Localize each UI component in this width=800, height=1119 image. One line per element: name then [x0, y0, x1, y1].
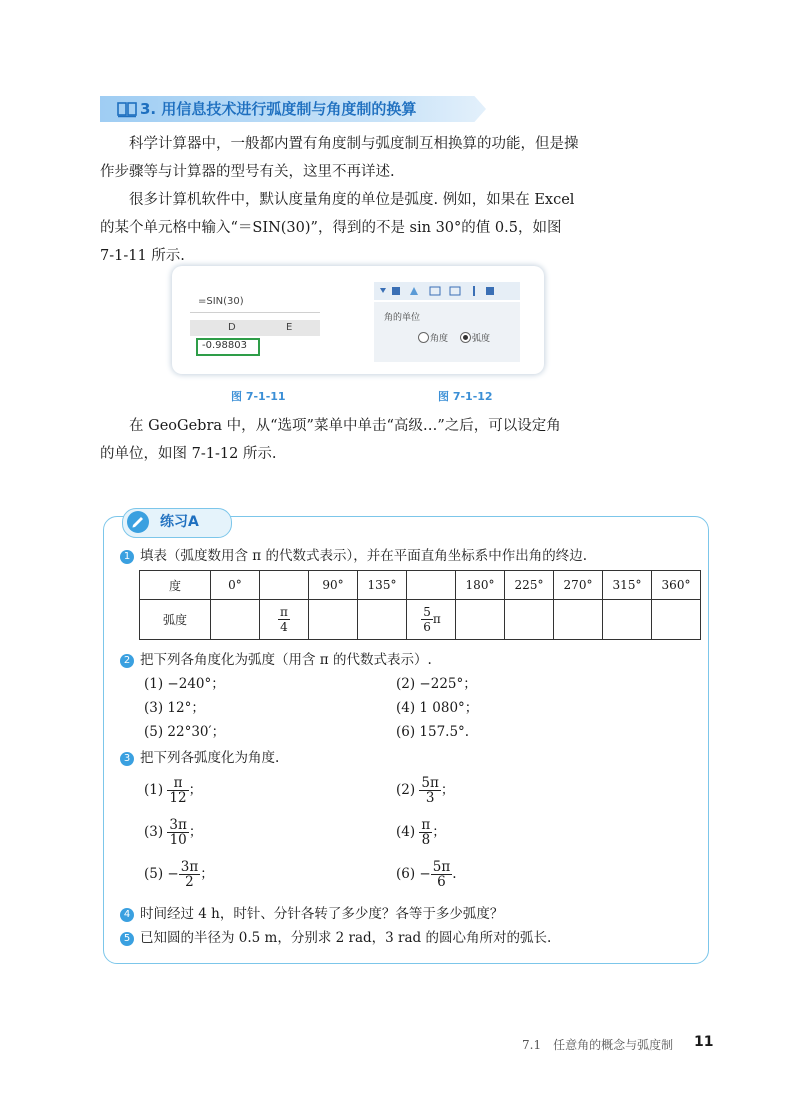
q3-item-sign: − — [419, 866, 431, 882]
q2-item-4: (4) 1 080°； — [396, 700, 479, 716]
fraction-denominator: 3 — [425, 790, 435, 806]
paragraph-1-line-2: 作步骤等与计算器的型号有关，这里不再详述. — [100, 164, 395, 180]
fraction-denominator: 6 — [423, 620, 431, 634]
q3-item-end: ； — [440, 782, 455, 798]
radio-degree[interactable] — [418, 332, 429, 343]
q3-item-label: (3) — [144, 824, 164, 840]
table-cell — [505, 600, 554, 640]
radio-degree-label: 角度 — [430, 334, 449, 344]
table-cell: 0° — [211, 571, 260, 600]
table-cell — [358, 600, 407, 640]
q2-item-6: (6) 157.5°. — [396, 724, 470, 740]
table-cell — [652, 600, 701, 640]
paragraph-3-line-2: 的单位，如图 7-1-12 所示. — [100, 446, 277, 462]
table-row-radians — [140, 600, 701, 640]
table-cell: 90° — [309, 571, 358, 600]
fraction-denominator: 12 — [169, 790, 187, 806]
q3-item-4 — [396, 818, 446, 847]
radio-radian-label: 弧度 — [472, 334, 491, 344]
question-4-number: 4 — [120, 908, 134, 922]
question-1 — [120, 546, 587, 566]
book-icon — [116, 100, 138, 118]
q3-item-label: (2) — [396, 782, 416, 798]
fraction-denominator: 2 — [185, 874, 194, 890]
q3-item-end: ； — [200, 866, 214, 882]
q3-item-end: . — [452, 866, 457, 882]
exercise-title: 练习A — [160, 514, 199, 530]
paragraph-1-line-1: 科学计算器中，一般都内置有角度制与弧度制互相换算的功能，但是操 — [129, 136, 579, 152]
question-3-number: 3 — [120, 752, 134, 766]
table-cell — [309, 600, 358, 640]
fraction-denominator: 4 — [280, 620, 288, 634]
q3-item-end: ； — [432, 824, 446, 840]
table-cell: 225° — [505, 571, 554, 600]
table-cell: 270° — [554, 571, 603, 600]
footer-chapter: 7.1 任意角的概念与弧度制 — [522, 1038, 674, 1052]
q3-item-end: ； — [188, 782, 203, 798]
question-3 — [120, 748, 279, 768]
table-cell — [554, 600, 603, 640]
question-1-text: 填表（弧度数用含 π 的代数式表示），并在平面直角坐标系中作出角的终边. — [140, 548, 587, 564]
question-5-number: 5 — [120, 932, 134, 946]
radio-radian[interactable] — [460, 332, 471, 343]
fraction-denominator: 8 — [421, 832, 431, 848]
table-cell: 135° — [358, 571, 407, 600]
paragraph-2-line-3: 7-1-11 所示. — [100, 248, 185, 264]
fraction-numerator: 3π — [169, 817, 187, 833]
question-2 — [120, 650, 432, 670]
fraction-numerator: π — [167, 776, 188, 791]
figure-caption-excel: 图 7-1-11 — [231, 390, 286, 403]
question-4-text: 时间经过 4 h，时针、分针各转了多少度？各等于多少弧度？ — [140, 906, 504, 922]
q2-item-2: (2) −225°； — [396, 676, 477, 692]
question-5 — [120, 928, 551, 948]
fraction-numerator: 5π — [421, 775, 439, 791]
pencil-icon — [126, 510, 150, 534]
geogebra-figure — [374, 282, 520, 362]
q3-item-end: ； — [188, 824, 203, 840]
fraction-numerator: π — [280, 605, 288, 619]
paragraph-3-line-1: 在 GeoGebra 中，从“选项”菜单中单击“高级…”之后，可以设定角 — [129, 418, 561, 434]
fraction-denominator: 6 — [437, 874, 446, 890]
question-1-number: 1 — [120, 550, 134, 564]
excel-figure — [190, 290, 320, 362]
question-2-text: 把下列各角度化为弧度（用含 π 的代数式表示）. — [140, 652, 432, 668]
table-cell — [603, 600, 652, 640]
q3-item-3 — [144, 818, 202, 847]
excel-col-e: E — [286, 322, 293, 333]
fraction-numerator: 5π — [432, 859, 451, 875]
q3-item-1 — [144, 776, 202, 805]
q3-item-sign: − — [167, 866, 179, 882]
table-header-degree: 度 — [140, 571, 211, 600]
table-row-degrees — [140, 571, 701, 600]
table-cell — [260, 600, 309, 640]
q2-item-1: (1) −240°； — [144, 676, 225, 692]
pi-symbol: π — [432, 612, 441, 626]
toolbar-icons — [378, 285, 508, 297]
question-5-text: 已知圆的半径为 0.5 m，分别求 2 rad，3 rad 的圆心角所对的弧长. — [140, 930, 552, 946]
excel-col-d: D — [228, 322, 236, 333]
question-3-text: 把下列各弧度化为角度. — [140, 750, 280, 766]
table-header-radian: 弧度 — [140, 600, 211, 640]
fraction-numerator: 3π — [180, 859, 199, 875]
table-cell — [407, 571, 456, 600]
q3-item-label: (1) — [144, 782, 164, 798]
angle-unit-label: 角的单位 — [384, 313, 421, 323]
table-cell: 360° — [652, 571, 701, 600]
table-cell: 315° — [603, 571, 652, 600]
q3-item-label: (4) — [396, 824, 416, 840]
table-cell — [211, 600, 260, 640]
q3-item-5 — [144, 860, 214, 889]
fraction-denominator: 10 — [169, 832, 187, 848]
paragraph-2-line-2: 的某个单元格中输入“＝SIN(30)”，得到的不是 sin 30°的值 0.5，如图 — [100, 220, 562, 236]
figure-caption-geogebra: 图 7-1-12 — [438, 390, 493, 403]
q3-item-2 — [396, 776, 454, 805]
q2-item-5: (5) 22°30′； — [144, 724, 226, 740]
excel-formula: =SIN(30) — [198, 296, 244, 307]
q2-item-3: (3) 12°； — [144, 700, 205, 716]
q3-item-6 — [396, 860, 457, 889]
fraction-numerator: 5 — [423, 605, 431, 619]
table-cell: 180° — [456, 571, 505, 600]
table-cell — [260, 571, 309, 600]
excel-value: -0.98803 — [202, 340, 247, 351]
degree-radian-table — [139, 570, 701, 640]
section-title: 3. 用信息技术进行弧度制与角度制的换算 — [140, 100, 417, 118]
question-4 — [120, 904, 503, 924]
page-number: 11 — [694, 1034, 714, 1050]
fraction-numerator: π — [421, 817, 431, 833]
table-cell — [456, 600, 505, 640]
table-cell — [407, 600, 456, 640]
question-2-number: 2 — [120, 654, 134, 668]
q3-item-label: (6) — [396, 866, 416, 882]
paragraph-2-line-1: 很多计算机软件中，默认度量角度的单位是弧度. 例如，如果在 Excel — [129, 192, 575, 208]
q3-item-label: (5) — [144, 866, 164, 882]
